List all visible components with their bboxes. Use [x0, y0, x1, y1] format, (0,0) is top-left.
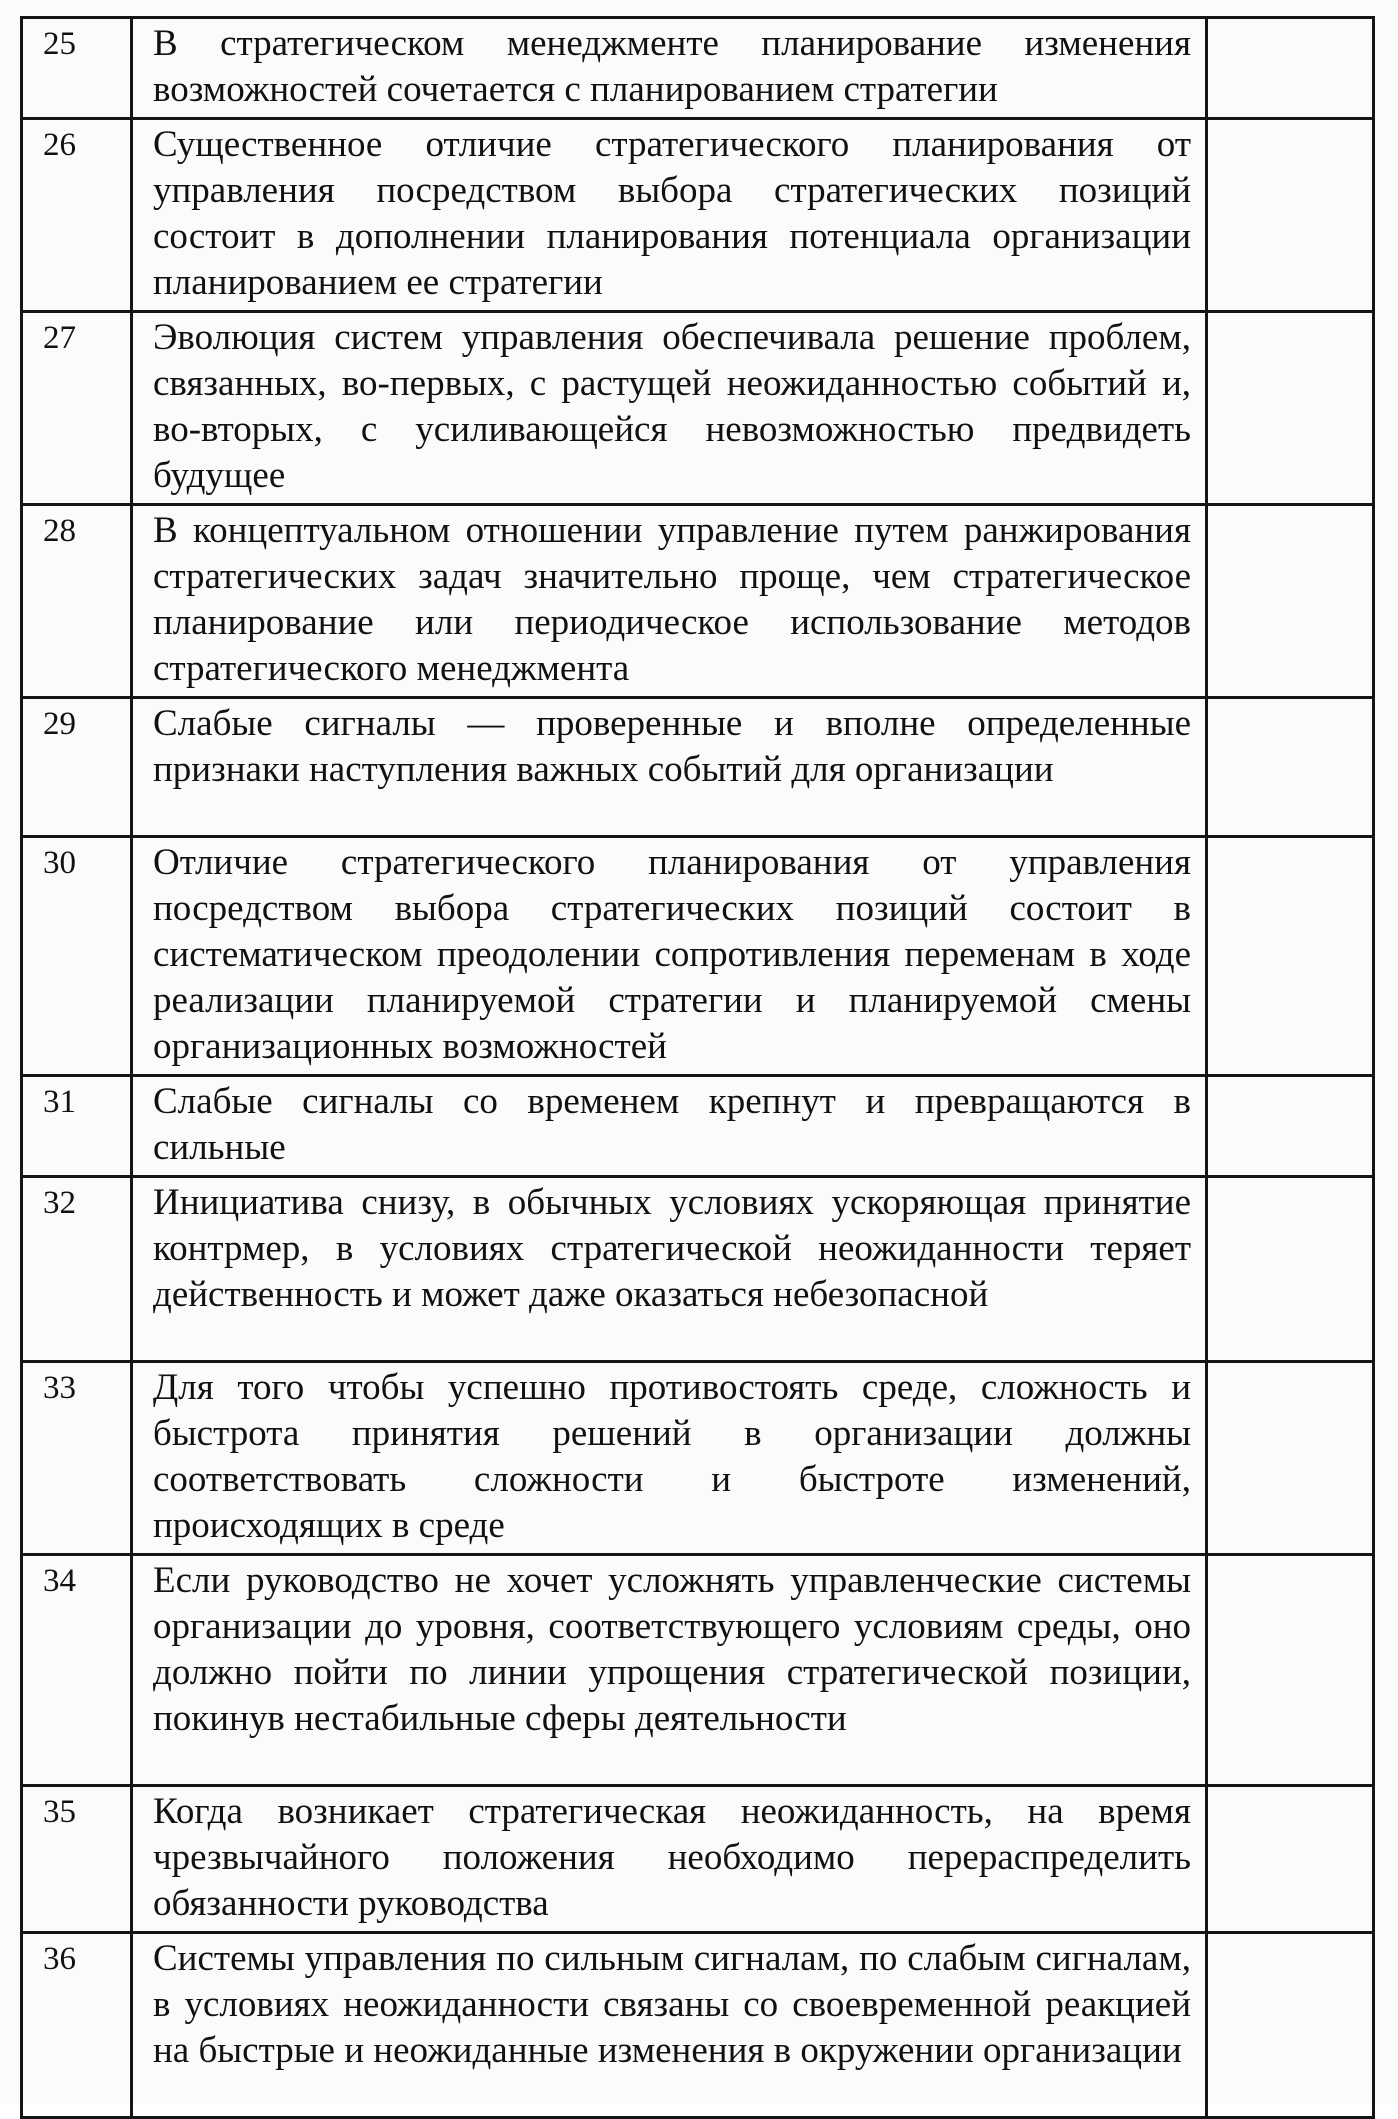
row-number: 35 — [22, 1786, 132, 1933]
table-row — [22, 698, 1374, 837]
table-row — [22, 1933, 1374, 2118]
row-number: 31 — [22, 1076, 132, 1177]
row-number: 27 — [22, 312, 132, 505]
statement-text: В концептуальном отношении управление путем ранжирования стратегических задач значительно проще, чем стратегическое планирование или периодическое использование методов стратегического менеджмента — [132, 505, 1207, 698]
table-row — [22, 837, 1374, 1076]
row-number: 25 — [22, 18, 132, 119]
table-row — [22, 505, 1374, 698]
answer-cell[interactable] — [1207, 1555, 1374, 1786]
table-row — [22, 1362, 1374, 1555]
answer-cell[interactable] — [1207, 505, 1374, 698]
answer-cell[interactable] — [1207, 119, 1374, 312]
statements-table — [20, 16, 1375, 2119]
statement-text: Инициатива снизу, в обычных условиях ускоряющая принятие контрмер, в условиях стратегической неожиданности теряет действенность и может даже оказаться небезопасной — [132, 1177, 1207, 1362]
answer-cell[interactable] — [1207, 1076, 1374, 1177]
table-row — [22, 119, 1374, 312]
answer-cell[interactable] — [1207, 1786, 1374, 1933]
statement-text: Когда возникает стратегическая неожиданность, на время чрезвычайного положения необходимо перераспределить обязанности руководства — [132, 1786, 1207, 1933]
table-row — [22, 18, 1374, 119]
answer-cell[interactable] — [1207, 18, 1374, 119]
statement-text: Для того чтобы успешно противостоять среде, сложность и быстрота принятия решений в организации должны соответствовать сложности и быстроте изменений, происходящих в среде — [132, 1362, 1207, 1555]
answer-cell[interactable] — [1207, 1362, 1374, 1555]
statement-text: Если руководство не хочет усложнять управленческие системы организации до уровня, соответствующего условиям среды, оно должно пойти по линии упрощения стратегической позиции, покинув нестабильные сферы деятельности — [132, 1555, 1207, 1786]
row-number: 29 — [22, 698, 132, 837]
statement-text: Отличие стратегического планирования от управления посредством выбора стратегических позиций состоит в систематическом преодолении сопротивления переменам в ходе реализации планируемой стратегии и планируемой смены организационных возможностей — [132, 837, 1207, 1076]
answer-cell[interactable] — [1207, 1933, 1374, 2118]
statement-text: В стратегическом менеджменте планирование изменения возможностей сочетается с планированием стратегии — [132, 18, 1207, 119]
row-number: 33 — [22, 1362, 132, 1555]
answer-cell[interactable] — [1207, 837, 1374, 1076]
table-row — [22, 312, 1374, 505]
row-number: 32 — [22, 1177, 132, 1362]
row-number: 34 — [22, 1555, 132, 1786]
table-row — [22, 1786, 1374, 1933]
statement-text: Слабые сигналы со временем крепнут и превращаются в сильные — [132, 1076, 1207, 1177]
statement-text: Существенное отличие стратегического планирования от управления посредством выбора стратегических позиций состоит в дополнении планирования потенциала организации планированием ее стратегии — [132, 119, 1207, 312]
row-number: 36 — [22, 1933, 132, 2118]
answer-cell[interactable] — [1207, 698, 1374, 837]
answer-cell[interactable] — [1207, 1177, 1374, 1362]
table-row — [22, 1177, 1374, 1362]
row-number: 28 — [22, 505, 132, 698]
table-row — [22, 1555, 1374, 1786]
statement-text: Эволюция систем управления обеспечивала решение проблем, связанных, во-первых, с растущей неожиданностью событий и, во-вторых, с усиливающейся невозможностью предвидеть будущее — [132, 312, 1207, 505]
table-row — [22, 1076, 1374, 1177]
row-number: 30 — [22, 837, 132, 1076]
statement-text: Системы управления по сильным сигналам, по слабым сигналам, в условиях неожиданности связаны со своевременной реакцией на быстрые и неожиданные изменения в окружении организации — [132, 1933, 1207, 2118]
statement-text: Слабые сигналы — проверенные и вполне определенные признаки наступления важных событий для организации — [132, 698, 1207, 837]
row-number: 26 — [22, 119, 132, 312]
answer-cell[interactable] — [1207, 312, 1374, 505]
